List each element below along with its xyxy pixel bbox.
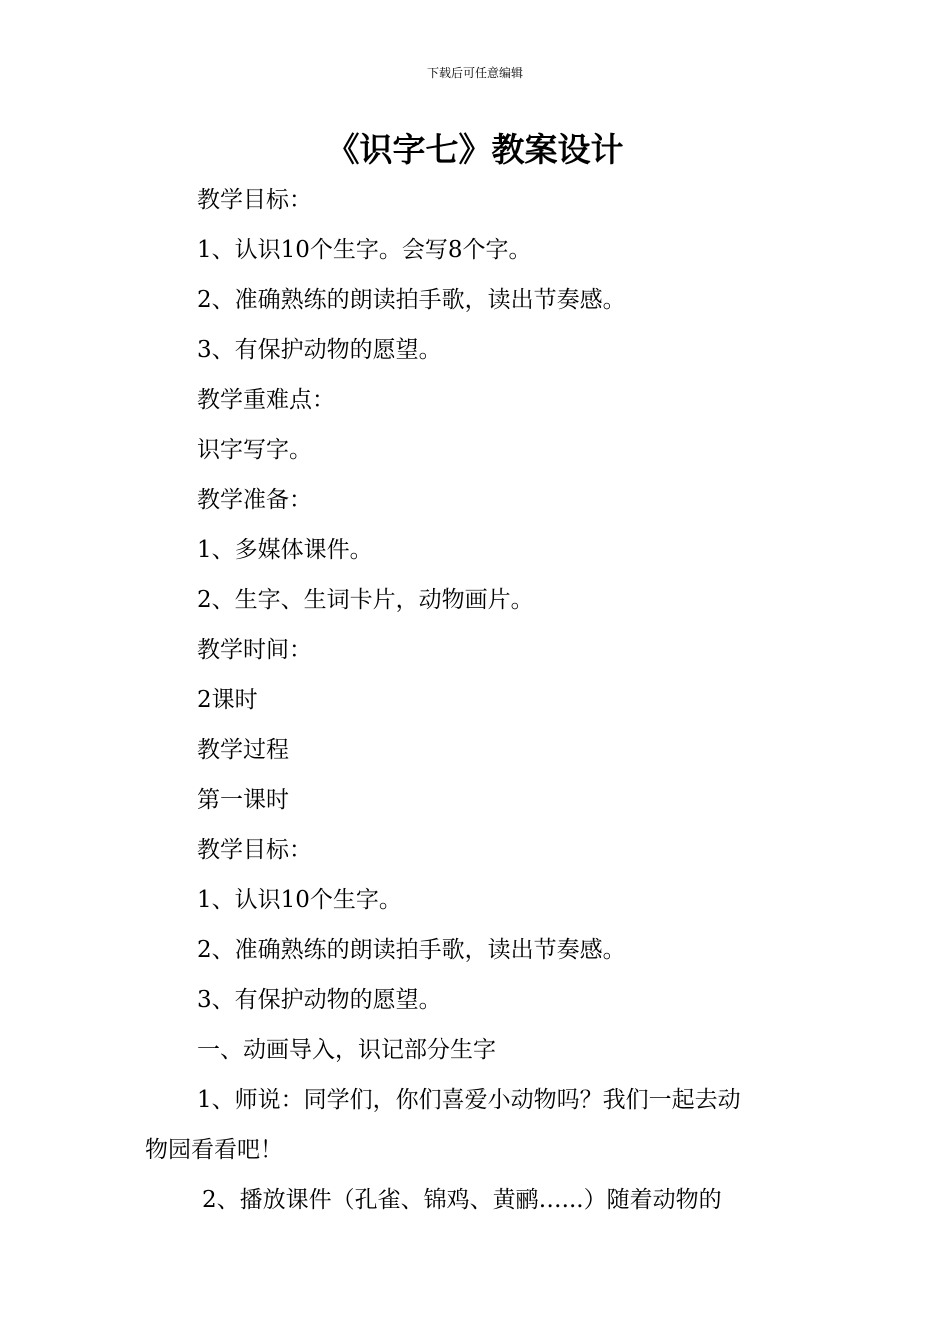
list-item: 3、有保护动物的愿望。 [197, 987, 442, 1013]
list-item: 1、认识10个生字。会写8个字。 [197, 237, 532, 263]
list-item: 1、多媒体课件。 [197, 537, 373, 563]
page-header-note: 下载后可任意编辑 [426, 66, 523, 80]
document-title: 《识字七》教案设计 [326, 130, 624, 169]
document-body [145, 175, 810, 1225]
paragraph-continuation: 物园看看吧！ [145, 1137, 283, 1163]
paragraph: 2、播放课件（孔雀、锦鸡、黄鹂…...）随着动物的 [202, 1187, 722, 1213]
paragraph: 识字写字。 [197, 437, 312, 463]
list-item: 2、准确熟练的朗读拍手歌，读出节奏感。 [197, 937, 626, 963]
list-item: 3、有保护动物的愿望。 [197, 337, 442, 363]
section-heading-process: 教学过程 [197, 737, 289, 763]
section-heading-key-points: 教学重难点： [197, 387, 335, 413]
paragraph: 1、师说：同学们，你们喜爱小动物吗？我们一起去动 [197, 1087, 741, 1113]
paragraph: 2课时 [197, 687, 258, 713]
section-heading-preparation: 教学准备： [197, 487, 312, 513]
list-item: 2、准确熟练的朗读拍手歌，读出节奏感。 [197, 287, 626, 313]
section-heading-objectives: 教学目标： [197, 837, 312, 863]
section-heading-step-one: 一、动画导入，识记部分生字 [197, 1037, 496, 1063]
list-item: 2、生字、生词卡片，动物画片。 [197, 587, 534, 613]
section-heading-objectives: 教学目标： [197, 187, 312, 213]
section-heading-time: 教学时间： [197, 637, 312, 663]
section-heading-first-lesson: 第一课时 [197, 787, 289, 813]
list-item: 1、认识10个生字。 [197, 887, 402, 913]
